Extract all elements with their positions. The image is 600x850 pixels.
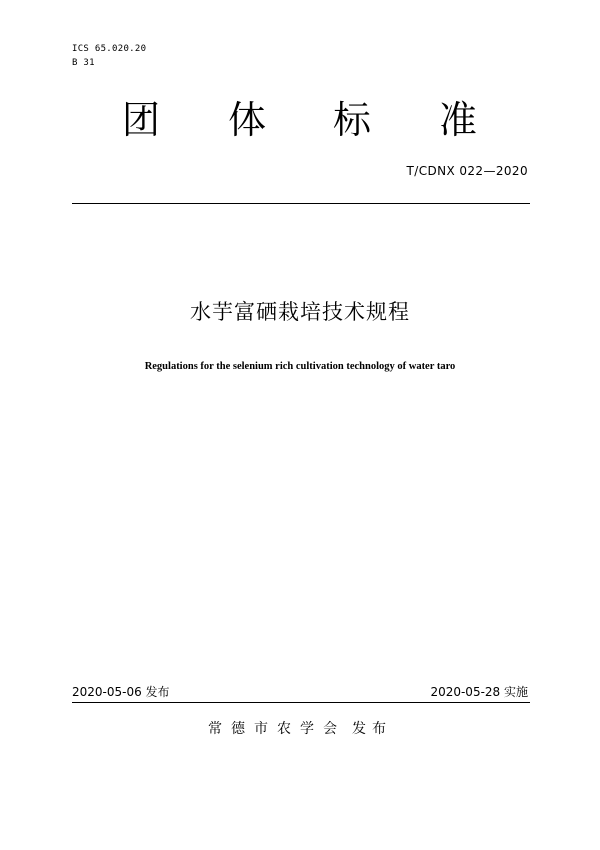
release-date: 2020-05-06 发布 xyxy=(72,685,170,699)
standard-type-char-1: 团 xyxy=(122,98,161,142)
publisher-organization: 常德市农学会 xyxy=(208,721,346,737)
implementation-date: 2020-05-28 实施 xyxy=(430,685,528,699)
standard-type-char-4: 准 xyxy=(439,98,478,142)
classification-codes xyxy=(72,42,146,70)
document-title-chinese: 水芋富硒栽培技术规程 xyxy=(190,300,410,324)
document-title-english: Regulations for the selenium rich cultivation technology of water taro xyxy=(144,361,456,372)
standard-type-char-2: 体 xyxy=(228,98,267,142)
publisher-line xyxy=(0,718,600,740)
standard-number: T/CDNX 022—2020 xyxy=(406,164,528,178)
standard-type-heading xyxy=(0,92,600,148)
bottom-divider xyxy=(72,702,530,703)
standard-type-char-3: 标 xyxy=(333,98,372,142)
publisher-action: 发布 xyxy=(352,721,392,737)
ccs-code: B 31 xyxy=(72,58,95,68)
top-divider xyxy=(72,203,530,204)
ics-code: ICS 65.020.20 xyxy=(72,44,147,54)
